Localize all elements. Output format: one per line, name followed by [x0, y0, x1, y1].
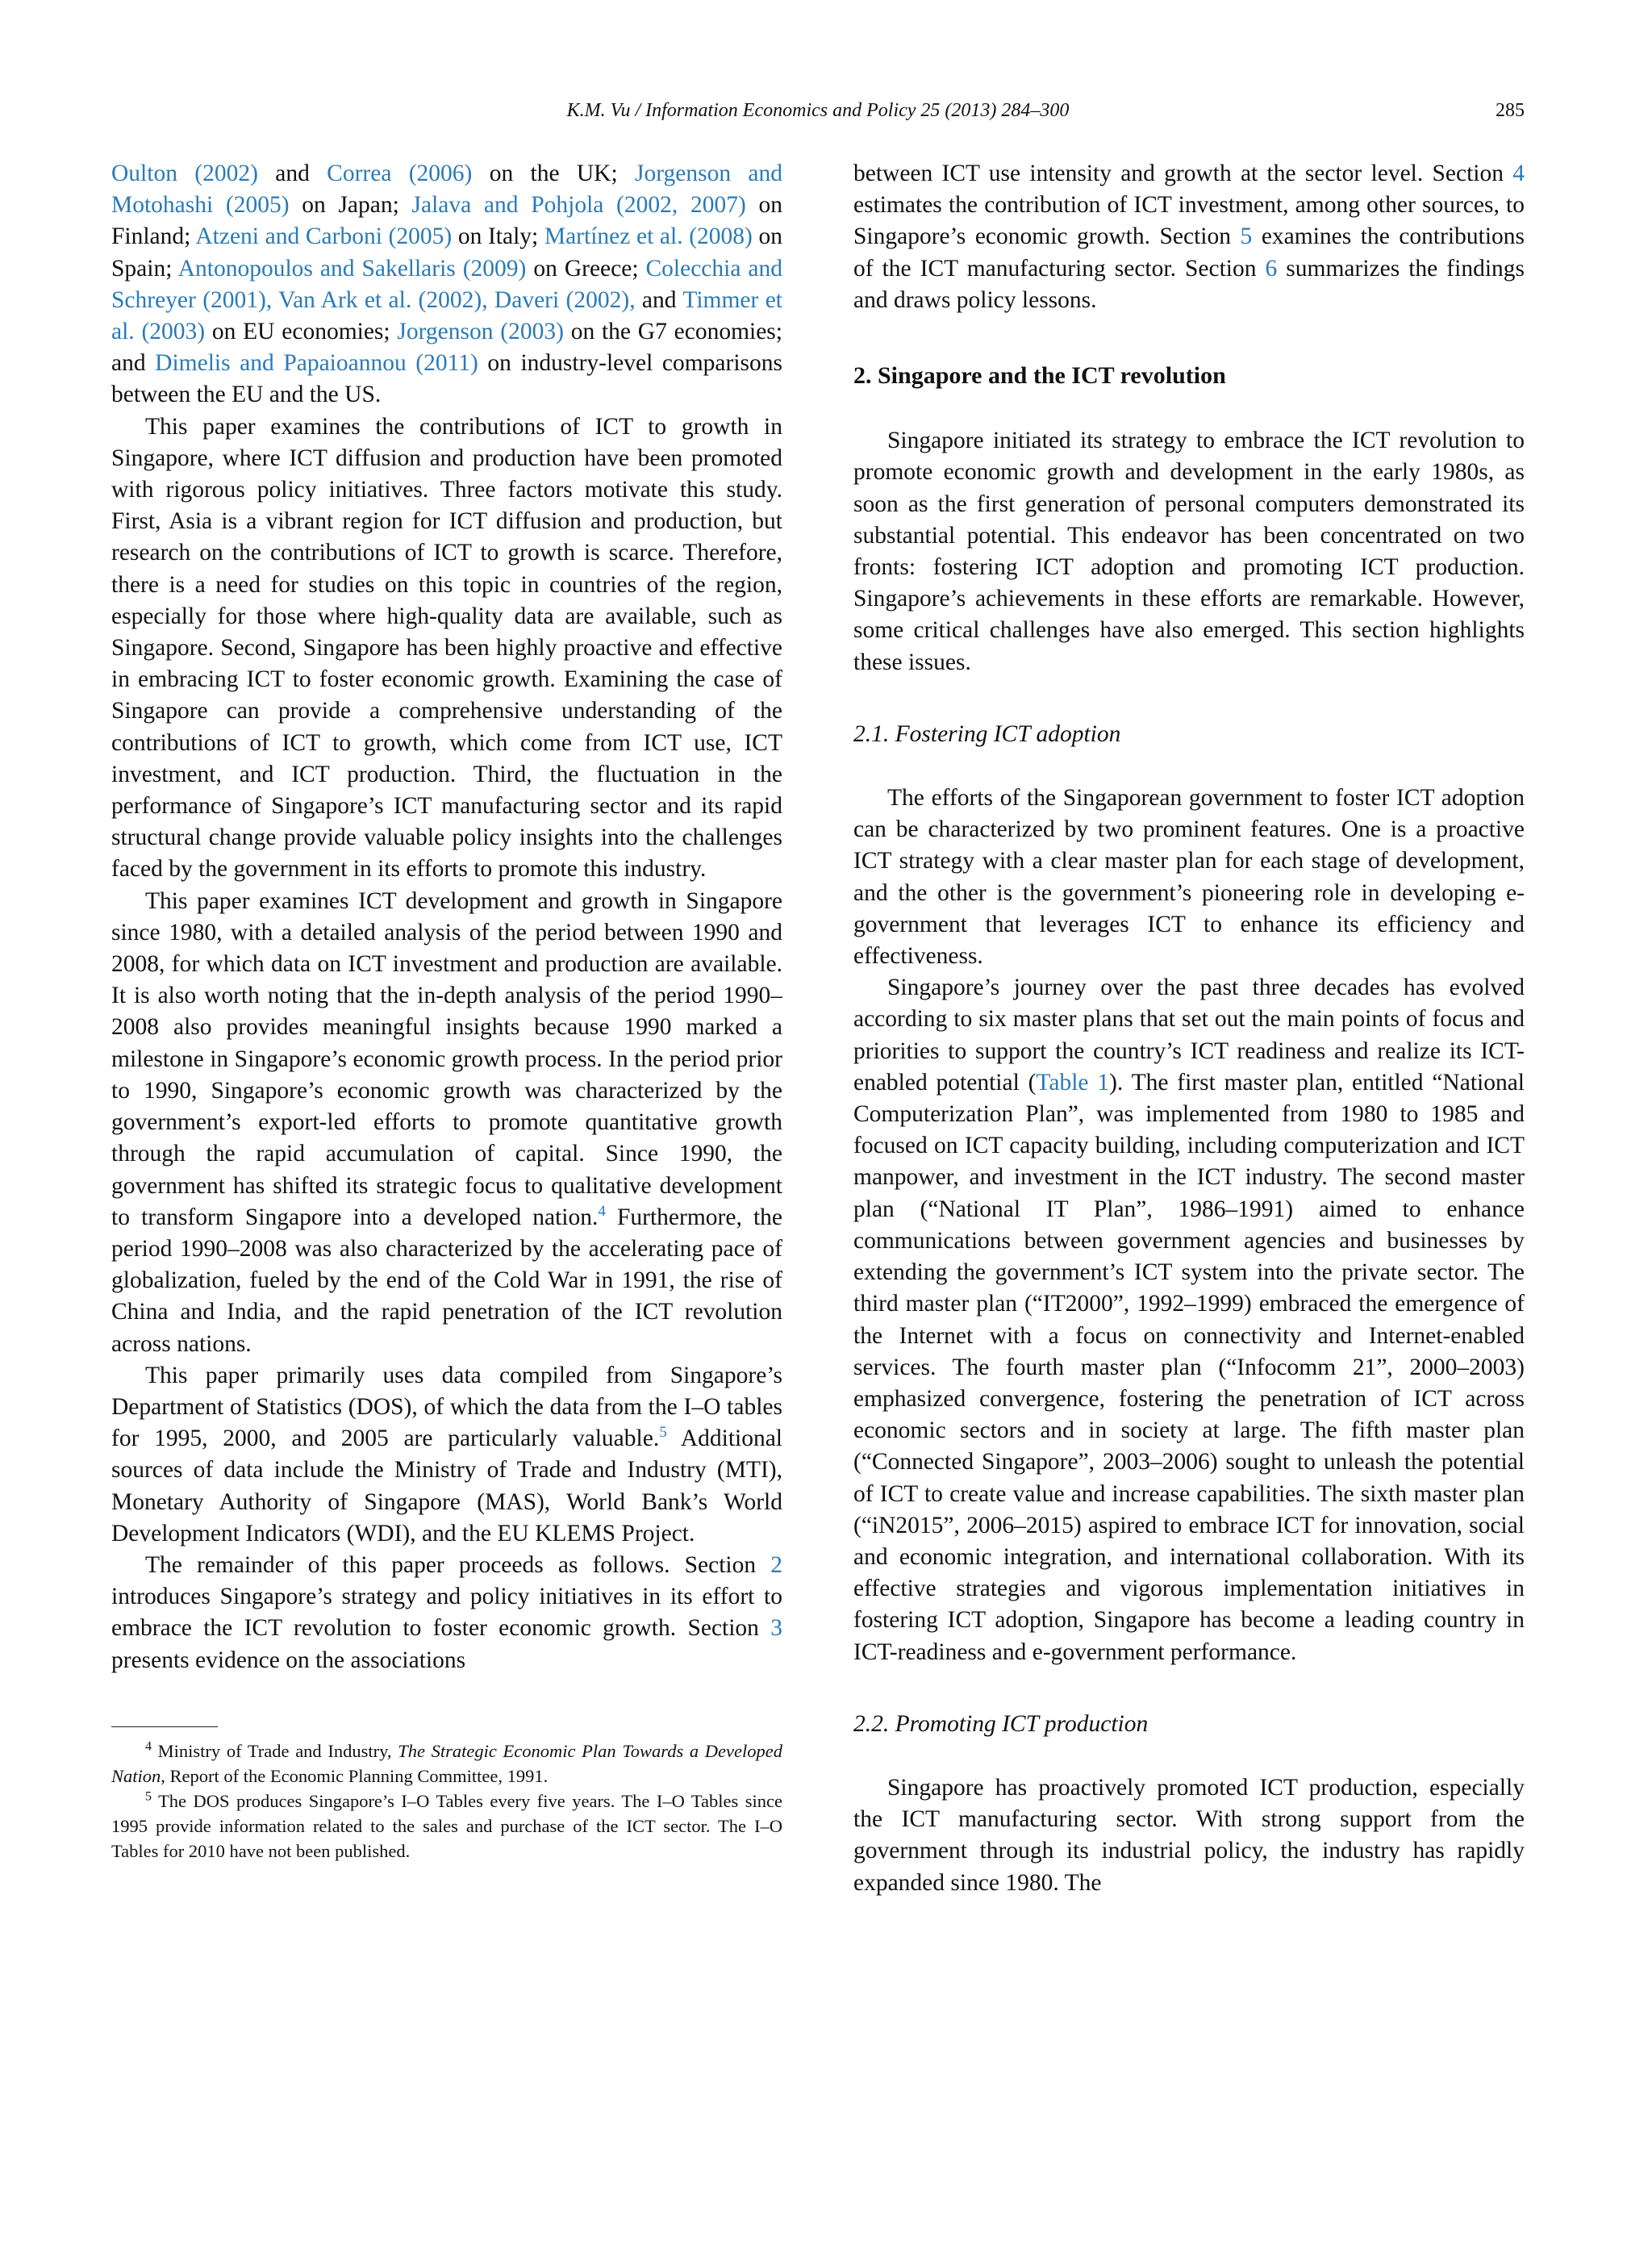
footnote-divider [111, 1726, 218, 1727]
footnote: $^5$ The DOS produces Singapore’s I–O Tables every five years. The I–O Tables since 1995 provide information related to the sales and purchase of the ICT sector. The I–O Tables for 2010 have not been published. [111, 1789, 782, 1861]
footnote-ref[interactable]: 4 [598, 1202, 606, 1220]
running-title: K.M. Vu / Information Economics and Policy 25 (2013) 284–300 [566, 100, 1070, 121]
paragraph: Singapore has proactively promoted ICT production, especially the ICT manufacturing sector. With strong support from the government through its industrial policy, the industry has rapidly expanded since 1980. The [853, 1774, 1525, 1896]
citation-link[interactable]: Timmer et al. (2003) [111, 286, 782, 345]
citation-link[interactable]: Jorgenson and Motohashi (2005) [111, 161, 783, 219]
citation-link[interactable]: Jalava and Pohjola (2002, 2007) [411, 192, 746, 219]
paragraph: This paper examines ICT development and growth in Singapore since 1980, with a detailed analysis of the period between 1990 and 2008, for which data on ICT investment and production are available. It is also worth noting that the in-depth analysis of the period 1990–2008 also provides meaningful insights because 1990 marked a milestone in Singapore’s economic growth process. In the period prior to 1990, Singapore’s economic growth was characterized by the government’s export-led efforts to promote quantitative growth through the rapid accumulation of capital. Since 1990, the government has shifted its strategic focus to qualitative development to transform Singapore into a developed nation.$^4$ Furthermore, the period 1990–2008 was also characterized by the accelerating pace of globalization, fueled by the end of the Cold War in 1991, the rise of China and India, and the rapid penetration of the ICT revolution across nations. [111, 887, 782, 1357]
paragraph: The remainder of this paper proceeds as follows. Section 2 introduces Singapore’s strategy and policy initiatives in its effort to embrace the ICT revolution to foster economic growth. Section 3 presents evidence on the associations [111, 1551, 782, 1673]
footnote-ref[interactable]: 5 [659, 1424, 667, 1442]
section-link[interactable]: 5 [1240, 223, 1253, 250]
running-header [111, 100, 1525, 129]
section-heading: 2. Singapore and the ICT revolution [853, 362, 1226, 390]
subsection-heading: 2.2. Promoting ICT production [853, 1710, 1149, 1737]
table-link[interactable]: Table 1 [1036, 1069, 1110, 1096]
citation-link[interactable]: Colecchia and Schreyer (2001), Van Ark et al. (2002), Daveri (2002), [111, 255, 783, 313]
paragraph: This paper examines the contributions of ICT to growth in Singapore, where ICT diffusion and production have been promoted with rigorous policy initiatives. Three factors motivate this study. First, Asia is a vibrant region for ICT diffusion and production, but research on the contributions of ICT to growth is scarce. Therefore, there is a need for studies on this topic in countries of the region, especially for those where high-quality data are available, such as Singapore. Second, Singapore has been highly proactive and effective in embracing ICT to foster economic growth. Examining the case of Singapore can provide a comprehensive understanding of the contributions of ICT to growth, which come from ICT use, ICT investment, and ICT production. Third, the fluctuation in the performance of Singapore’s ICT manufacturing sector and its rapid structural change provide valuable policy insights into the challenges faced by the government in its efforts to promote this industry. [111, 413, 782, 883]
section-link[interactable]: 6 [1265, 255, 1278, 282]
left-column [111, 158, 782, 1864]
paragraph: The efforts of the Singaporean government to foster ICT adoption can be characterized by two prominent features. One is a proactive ICT strategy with a clear master plan for each stage of development, and the other is the government’s pioneering role in developing e-government that leverages ICT to enhance its efficiency and effectiveness. [853, 785, 1525, 970]
paragraph: Singapore’s journey over the past three decades has evolved according to six master plans that set out the main points of focus and priorities to support the country’s ICT readiness and realize its ICT-enabled potential (Table 1). The first master plan, entitled “National Computerization Plan”, was implemented from 1980 to 1985 and focused on ICT capacity building, including computerization and ICT manpower, and investment in the ICT industry. The second master plan (“National IT Plan”, 1986–1991) aimed to enhance communications between government agencies and businesses by extending the government’s ICT system into the private sector. The third master plan (“IT2000”, 1992–1999) embraced the emergence of the Internet with a focus on connectivity and Internet-enabled services. The fourth master plan (“Infocomm 21”, 2000–2003) emphasized convergence, fostering the penetration of ICT across economic sectors and in society at large. The fifth master plan (“Connected Singapore”, 2003–2006) sought to unleash the potential of ICT to create value and increase capabilities. The sixth master plan (“iN2015”, 2006–2015) aspired to embrace ICT for innovation, social and economic integration, and international collaboration. With its effective strategies and vigorous implementation initiatives in fostering ICT adoption, Singapore has become a leading country in ICT-readiness and e-government performance. [853, 975, 1525, 1665]
paragraph: Singapore initiated its strategy to embrace the ICT revolution to promote economic growth and development in the early 1980s, as soon as the first generation of personal computers demonstrated its substantial potential. This endeavor has been concentrated on two fronts: fostering ICT adoption and promoting ICT production. Singapore’s achievements in these efforts are remarkable. However, some critical challenges have also emerged. This section highlights these issues. [853, 428, 1525, 675]
footnote: $^4$ Ministry of Trade and Industry, The Strategic Economic Plan Towards a Developed Nation, Report of the Economic Planning Committee, 1991. [111, 1739, 782, 1786]
citation-link[interactable]: Antonopoulos and Sakellaris (2009) [177, 255, 527, 282]
citation-link[interactable]: Martínez et al. (2008) [544, 223, 753, 250]
citation-link[interactable]: Atzeni and Carboni (2005) [195, 223, 453, 250]
paragraph: Oulton (2002) and Correa (2006) on the UK; Jorgenson and Motohashi (2005) on Japan; Jalava and Pohjola (2002, 2007) on Finland; Atzeni and Carboni (2005) on Italy; Martínez et al. (2008) on Spain; Antonopoulos and Sakellaris (2009) on Greece; Colecchia and Schreyer (2001), Van Ark et al. (2002), Daveri (2002), and Timmer et al. (2003) on EU economies; Jorgenson (2003) on the G7 economies; and Dimelis and Papaioannou (2011) on industry-level comparisons between the EU and the US. [111, 161, 783, 408]
citation-link[interactable]: Oulton (2002) [111, 161, 258, 186]
section-link[interactable]: 4 [1512, 161, 1525, 186]
citation-link[interactable]: Correa (2006) [327, 161, 473, 186]
right-column [853, 158, 1525, 1899]
citation-link[interactable]: Dimelis and Papaioannou (2011) [155, 350, 478, 377]
citation-link[interactable]: Jorgenson (2003) [397, 319, 564, 345]
subsection-heading: 2.1. Fostering ICT adoption [853, 720, 1121, 747]
paragraph: This paper primarily uses data compiled from Singapore’s Department of Statistics (DOS), of which the data from the I–O tables for 1995, 2000, and 2005 are particularly valuable.$^5$ Additional sources of data include the Ministry of Trade and Industry (MTI), Monetary Authority of Singapore (MAS), World Bank’s World Development Indicators (WDI), and the EU KLEMS Project. [111, 1362, 782, 1546]
page-number: 285 [1496, 100, 1525, 121]
section-link[interactable]: 3 [770, 1615, 782, 1642]
section-link[interactable]: 2 [770, 1551, 782, 1578]
paragraph: between ICT use intensity and growth at the sector level. Section 4 estimates the contribution of ICT investment, among other sources, to Singapore’s economic growth. Section 5 examines the contributions of the ICT manufacturing sector. Section 6 summarizes the findings and draws policy lessons. [853, 161, 1525, 313]
